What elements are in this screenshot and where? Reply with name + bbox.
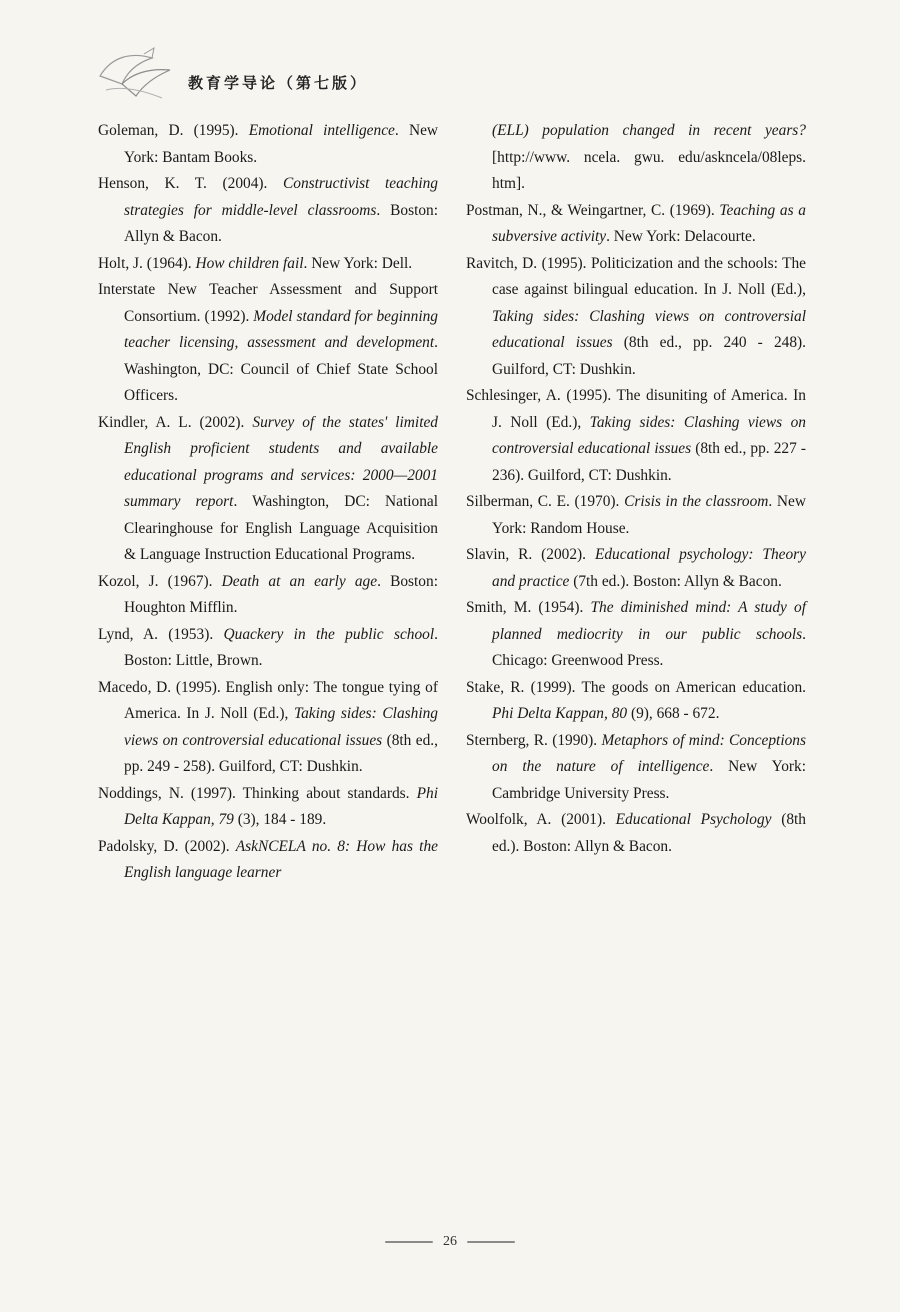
reference-entry: Smith, M. (1954). The diminished mind: A study of planned mediocrity in our public schools. Chicago: Greenwood Press. <box>466 599 806 669</box>
reference-entry-continued: (ELL) population changed in recent years? [http://www. ncela. gwu. edu/askncela/08leps. htm]. <box>492 122 806 192</box>
right-column <box>466 118 806 860</box>
reference-entry: Silberman, C. E. (1970). Crisis in the classroom. New York: Random House. <box>466 493 806 537</box>
reference-entry: Noddings, N. (1997). Thinking about standards. Phi Delta Kappan, 79 (3), 184 - 189. <box>98 784 438 828</box>
reference-entry: Macedo, D. (1995). English only: The tongue tying of America. In J. Noll (Ed.), Taking sides: Clashing views on controversial educational issues (8th ed., pp. 249 - 258). Guilford, CT: Dushkin. <box>98 678 438 775</box>
footer-rule-left <box>385 1241 433 1243</box>
page-footer <box>0 1234 900 1250</box>
reference-entry: Lynd, A. (1953). Quackery in the public school. Boston: Little, Brown. <box>98 625 438 669</box>
bird-ornament-icon <box>92 46 182 104</box>
reference-entry: Interstate New Teacher Assessment and Support Consortium. (1992). Model standard for beginning teacher licensing, assessment and development. Washington, DC: Council of Chief State School Officers. <box>98 281 438 404</box>
reference-entry: Slavin, R. (2002). Educational psychology: Theory and practice (7th ed.). Boston: Allyn & Bacon. <box>466 546 806 590</box>
footer-rule-right <box>467 1241 515 1243</box>
reference-entry: Ravitch, D. (1995). Politicization and the schools: The case against bilingual education. In J. Noll (Ed.), Taking sides: Clashing views on controversial educational issues (8th ed., pp. 240 - 248). Guilford, CT: Dushkin. <box>466 254 807 378</box>
reference-entry: Kozol, J. (1967). Death at an early age. Boston: Houghton Mifflin. <box>98 572 438 616</box>
reference-entry: Sternberg, R. (1990). Metaphors of mind: Conceptions on the nature of intelligence. New York: Cambridge University Press. <box>466 731 806 802</box>
reference-entry: Goleman, D. (1995). Emotional intelligence. New York: Bantam Books. <box>98 122 439 166</box>
reference-entry: Schlesinger, A. (1995). The disuniting of America. In J. Noll (Ed.), Taking sides: Clashing views on controversial educational issues (8th ed., pp. 227 - 236). Guilford, CT: Dushkin. <box>466 387 806 484</box>
running-header <box>92 46 392 106</box>
reference-entry: Kindler, A. L. (2002). Survey of the states' limited English proficient students and available educational programs and services: 2000—2001 summary report. Washington, DC: National Clearinghouse for English Language Acquisition & Language Instruction Educational Programs. <box>98 413 438 563</box>
reference-entry: Woolfolk, A. (2001). Educational Psychology (8th ed.). Boston: Allyn & Bacon. <box>466 811 806 855</box>
header-title: 教育学导论（第七版） <box>188 74 369 92</box>
page-number: 26 <box>443 1234 457 1249</box>
reference-entry: Henson, K. T. (2004). Constructivist teaching strategies for middle-level classrooms. Boston: Allyn & Bacon. <box>98 175 439 245</box>
reference-entry: Padolsky, D. (2002). AskNCELA no. 8: How has the English language learner <box>98 837 438 881</box>
reference-entry: Holt, J. (1964). How children fail. New York: Dell. <box>98 254 413 272</box>
reference-entry: Stake, R. (1999). The goods on American education. Phi Delta Kappan, 80 (9), 668 - 672. <box>466 678 806 722</box>
left-column <box>98 118 438 887</box>
reference-entry: Postman, N., & Weingartner, C. (1969). Teaching as a subversive activity. New York: Delacourte. <box>466 201 806 245</box>
